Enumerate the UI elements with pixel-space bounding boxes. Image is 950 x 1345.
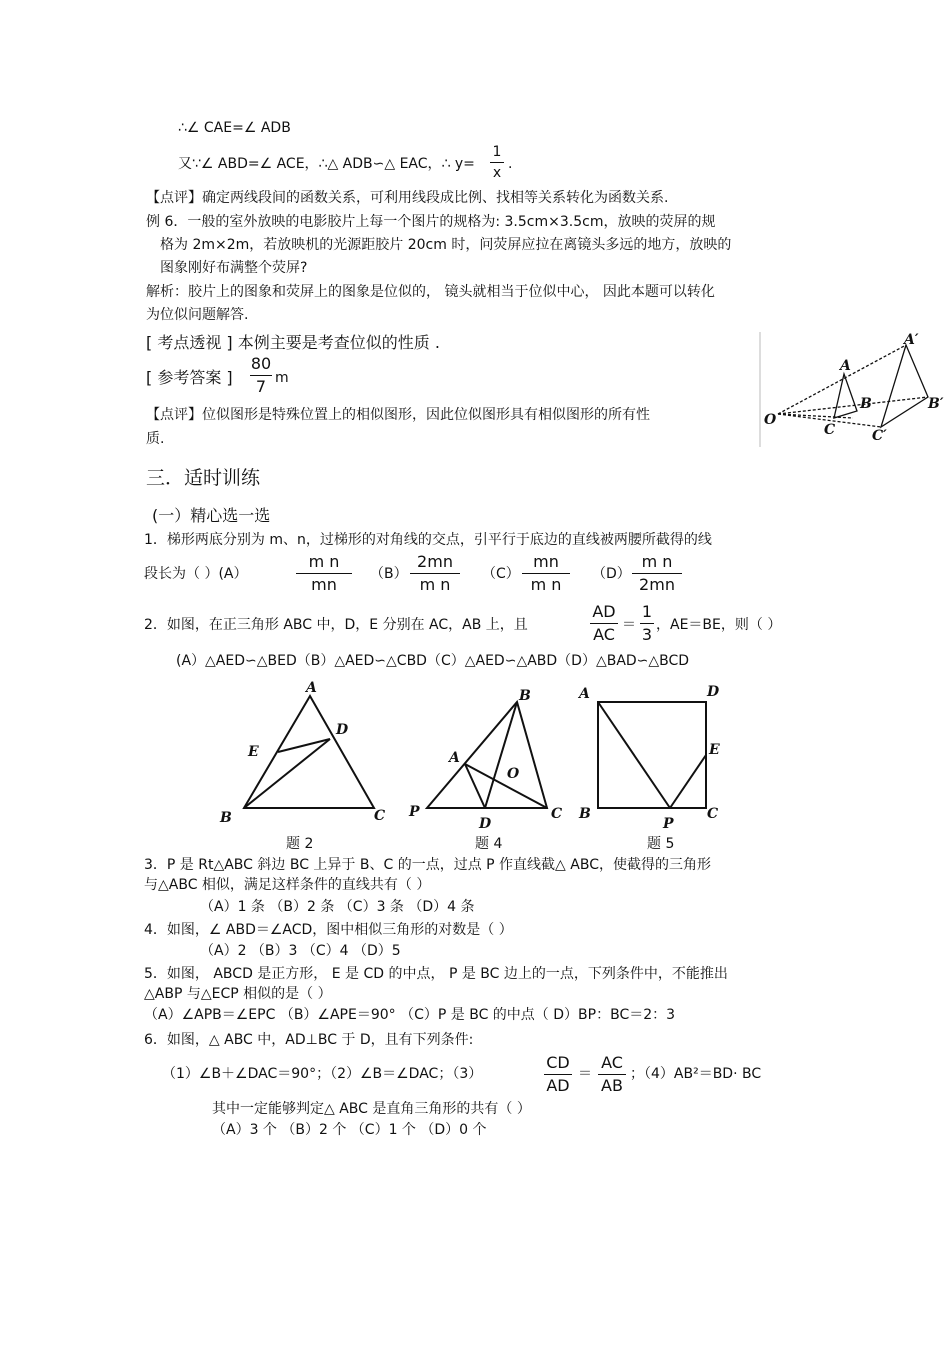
proof-line-2: 又∵∠ ABD=∠ ACE，∴△ ADB∽△ EAC，∴ y=: [178, 156, 475, 172]
q6-options: （A）3 个 （B）2 个 （C）1 个 （D）0 个: [212, 1122, 487, 1138]
fraction-one-over-x: [490, 145, 504, 180]
proof-line-1: ∴∠ CAE=∠ ADB: [178, 120, 291, 136]
answer-fraction: [250, 356, 272, 395]
fig4-point-P: P: [409, 804, 420, 820]
fig5-point-D: D: [707, 684, 720, 700]
fig4-point-C: C: [551, 806, 563, 822]
q4-options: （A）2 （B）3 （C）4 （D）5: [200, 943, 401, 959]
q1-b-numerator: 2mn: [417, 552, 453, 571]
q5-stem: 5．如图， ABCD 是正方形， E 是 CD 的中点， P 是 BC 边上的一点，下列条件中，不能推出: [144, 966, 728, 982]
example-6-line-1: 例 6．一般的室外放映的电影胶片上每一个图片的规格为: 3.5cm×3.5cm，放映的荧屏的规: [146, 214, 716, 230]
q1-option-b-label: （B）: [370, 566, 408, 582]
q1-option-c-fraction: [522, 554, 570, 593]
q2-stem-end: ，AE＝BE，则（ ）: [656, 617, 782, 633]
q6-ratio-1-denominator: AD: [546, 1076, 570, 1095]
reference-answer-label: [ 参考答案 ]: [146, 368, 233, 387]
fig2-point-D: D: [336, 722, 349, 738]
q2-ratio-fraction: [590, 604, 618, 643]
remark-2-line-1: 【点评】位似图形是特殊位置上的相似图形，因此位似图形具有相似图形的所有性: [146, 407, 650, 423]
q2-one-third-fraction: [640, 604, 654, 643]
section-title: 三．适时训练: [146, 467, 261, 489]
q2-third-denominator: 3: [641, 625, 653, 644]
example-6-line-3: 图象刚好布满整个荧屏?: [160, 260, 308, 276]
figure-q5: [575, 676, 735, 856]
fraction-denominator: x: [492, 165, 502, 181]
q3-stem: 3．P 是 Rt△ABC 斜边 BC 上异于 B、C 的一点，过点 P 作直线截△ ABC，使截得的三角形: [144, 857, 711, 873]
q2-equals: ＝: [622, 617, 636, 633]
analysis-line-2: 为位似问题解答.: [146, 307, 249, 323]
point-C-label: C: [824, 422, 836, 438]
point-B-label: B: [860, 396, 872, 412]
q5-stem-2: △ABP 与△ECP 相似的是（ ）: [144, 986, 332, 1002]
q3-stem-2: 与△ABC 相似，满足这样条件的直线共有（ ）: [144, 877, 431, 893]
fig5-point-A: A: [579, 686, 590, 702]
remark-2-line-2: 质.: [146, 431, 165, 447]
point-A-prime-label: A′: [904, 332, 919, 348]
q6-ratio-1-numerator: CD: [546, 1053, 570, 1072]
analysis-line-1: 解析：胶片上的图象和荧屏上的图象是位似的， 镜头就相当于位似中心， 因此本题可以转化: [146, 284, 715, 300]
answer-unit: m: [275, 370, 289, 386]
point-A-label: A: [840, 358, 851, 374]
q6-conditions: （1）∠B＋∠DAC＝90°；（2）∠B＝∠DAC；（3）: [162, 1066, 483, 1082]
q6-ratio-cd-ad: [544, 1055, 572, 1094]
q2-stem: 2．如图，在正三角形 ABC 中，D，E 分别在 AC，AB 上，且: [144, 617, 528, 633]
q6-ratio-2-denominator: AB: [601, 1076, 623, 1095]
point-C-prime-label: C′: [872, 428, 887, 444]
answer-numerator: 80: [250, 354, 272, 373]
q1-option-d-label: （D）: [592, 566, 631, 582]
fig4-caption: 题 4: [475, 836, 503, 852]
exam-point: [ 考点透视 ] 本例主要是考查位似的性质 .: [146, 333, 440, 352]
point-B-prime-label: B′: [928, 396, 944, 412]
fig2-caption: 题 2: [286, 836, 314, 852]
q1-c-denominator: m n: [530, 575, 562, 594]
q6-ratio-ac-ab: [598, 1055, 626, 1094]
fig2-point-A: A: [306, 680, 317, 696]
fig5-caption: 题 5: [647, 836, 675, 852]
q6-stem: 6．如图，△ ABC 中，AD⊥BC 于 D，且有下列条件:: [144, 1032, 474, 1048]
fig2-point-E: E: [248, 744, 259, 760]
q1-option-d-fraction: [632, 554, 682, 593]
q2-third-numerator: 1: [641, 602, 653, 621]
proof-line-2-end: .: [508, 156, 513, 172]
q1-option-b-fraction: [410, 554, 460, 593]
q1-a-numerator: m n: [308, 552, 340, 571]
q1-stem-2: 段长为（ ）(A）: [144, 566, 248, 582]
fig4-point-O: O: [507, 766, 520, 782]
q1-c-numerator: mn: [533, 552, 559, 571]
example-6-line-2: 格为 2m×2m，若放映机的光源距胶片 20cm 时，问荧屏应拉在离镜头多远的地方，放映的: [160, 237, 732, 253]
homothety-figure: [758, 332, 948, 447]
q1-b-denominator: m n: [419, 575, 451, 594]
fig2-point-B: B: [220, 810, 232, 826]
answer-denominator: 7: [255, 377, 267, 396]
q5-options: （A）∠APB＝∠EPC （B）∠APE＝90° （C）P 是 BC 的中点（ D）BP：BC＝2：3: [144, 1007, 676, 1023]
fig4-point-B: B: [519, 688, 531, 704]
q1-option-c-label: （C）: [482, 566, 520, 582]
q3-options: （A）1 条 （B）2 条 （C）3 条 （D）4 条: [200, 899, 475, 915]
remark-1: 【点评】确定两线段间的函数关系，可利用线段成比例、找相等关系转化为函数关系.: [146, 190, 669, 206]
fraction-numerator: 1: [492, 144, 502, 160]
fig5-point-P: P: [663, 816, 674, 832]
q2-ratio-denominator: AC: [593, 625, 615, 644]
figure-q2: [212, 676, 402, 856]
fig5-point-E: E: [709, 742, 720, 758]
point-O-label: O: [764, 412, 777, 428]
q1-a-denominator: mn: [311, 575, 337, 594]
fig2-point-C: C: [374, 808, 386, 824]
figure-q4: [405, 676, 575, 856]
fig5-point-B: B: [579, 806, 591, 822]
fig4-point-A: A: [449, 750, 460, 766]
q1-d-denominator: 2mn: [639, 575, 675, 594]
q2-options: (A）△AED∽△BED（B）△AED∽△CBD（C）△AED∽△ABD（D）△BAD∽△BCD: [176, 653, 690, 669]
q1-stem: 1．梯形两底分别为 m、n，过梯形的对角线的交点，引平行于底边的直线被两腰所截得的线: [144, 532, 712, 548]
q1-option-a-fraction: [296, 554, 352, 593]
fig5-point-C: C: [707, 806, 719, 822]
q6-condition-4: ；（4）AB²＝BD· BC: [630, 1066, 762, 1082]
q2-ratio-numerator: AD: [592, 602, 616, 621]
q1-d-numerator: m n: [641, 552, 673, 571]
q6-equals: ＝: [578, 1066, 592, 1082]
q6-ratio-2-numerator: AC: [601, 1053, 623, 1072]
q6-stem-2: 其中一定能够判定△ ABC 是直角三角形的共有（ ）: [212, 1101, 531, 1117]
q4-stem: 4．如图，∠ ABD＝∠ACD，图中相似三角形的对数是（ ）: [144, 922, 513, 938]
fig4-point-D: D: [479, 816, 492, 832]
subsection-title: (一）精心选一选: [152, 506, 271, 525]
